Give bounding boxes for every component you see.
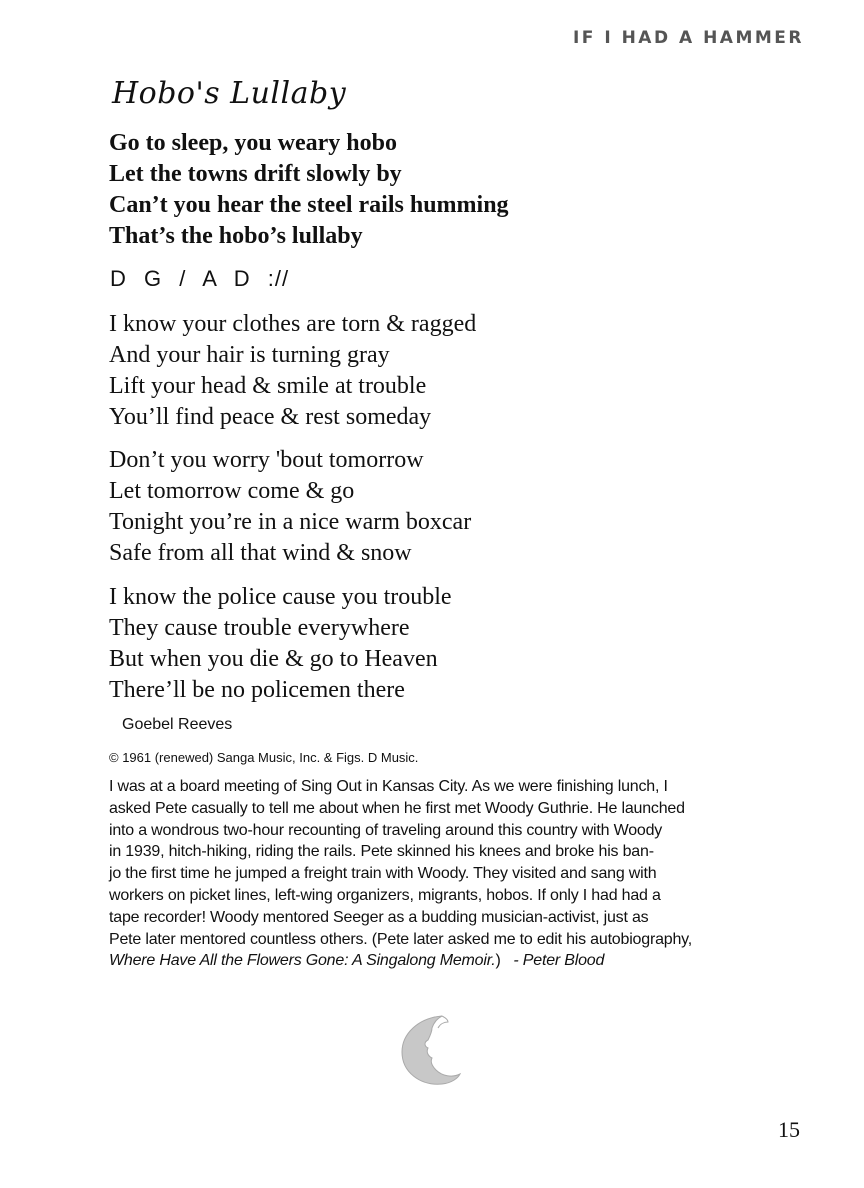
verse-line: Lift your head & smile at trouble	[109, 373, 427, 399]
verse-line: Safe from all that wind & snow	[109, 540, 412, 566]
note-line: into a wondrous two-hour recounting of traveling around this country with Woody	[109, 821, 663, 839]
verse-line: Don’t you worry 'bout tomorrow	[109, 447, 424, 473]
song-title: Hobo's Lullaby	[112, 76, 347, 111]
verse-line: They cause trouble everywhere	[109, 615, 410, 641]
note-line: Pete later mentored countless others. (Pete later asked me to edit his autobiography,	[109, 930, 693, 948]
chorus-line: Go to sleep, you weary hobo	[109, 130, 397, 156]
copyright-notice: © 1961 (renewed) Sanga Music, Inc. & Figs. D Music.	[109, 750, 419, 765]
chorus-line: Can’t you hear the steel rails humming	[109, 192, 509, 218]
verse-3	[109, 582, 452, 706]
page-number: 15	[778, 1117, 800, 1142]
verse-line: Let tomorrow come & go	[109, 478, 355, 504]
note-line: tape recorder! Woody mentored Seeger as a budding musician-activist, just as	[109, 908, 649, 926]
verse-line: I know the police cause you trouble	[109, 584, 452, 610]
verse-line: There’ll be no policemen there	[109, 677, 405, 703]
chorus-line: Let the towns drift slowly by	[109, 161, 402, 187]
verse-line: But when you die & go to Heaven	[109, 646, 438, 672]
note-line: in 1939, hitch-hiking, riding the rails. Pete skinned his knees and broke his ban-	[109, 843, 654, 861]
verse-line: I know your clothes are torn & ragged	[109, 311, 477, 337]
running-head: IF I HAD A HAMMER	[572, 28, 804, 48]
commentary-note	[109, 776, 769, 972]
note-last-line	[109, 950, 769, 972]
note-line: asked Pete casually to tell me about when he first met Woody Guthrie. He launched	[109, 799, 685, 817]
book-title: Where Have All the Flowers Gone: A Singalong Memoir.	[109, 952, 496, 970]
chorus-line: That’s the hobo’s lullaby	[109, 223, 363, 249]
note-line: workers on picket lines, left-wing organizers, migrants, hobos. If only I had had a	[109, 886, 661, 904]
closing-paren: )	[495, 952, 501, 970]
chorus	[109, 128, 509, 252]
chord-progression: D G / A D ://	[110, 266, 290, 291]
song-author: Goebel Reeves	[122, 716, 233, 733]
verse-line: Tonight you’re in a nice warm boxcar	[109, 509, 472, 535]
verse-line: And your hair is turning gray	[109, 342, 390, 368]
verse-1	[109, 309, 476, 433]
note-line: jo the first time he jumped a freight train with Woody. They visited and sang with	[109, 865, 657, 883]
note-line: I was at a board meeting of Sing Out in Kansas City. As we were finishing lunch, I	[109, 778, 668, 795]
signature: - Peter Blood	[513, 952, 605, 970]
verse-2	[109, 445, 471, 569]
verse-line: You’ll find peace & rest someday	[109, 404, 432, 430]
crescent-moon-face-icon	[398, 1012, 468, 1088]
